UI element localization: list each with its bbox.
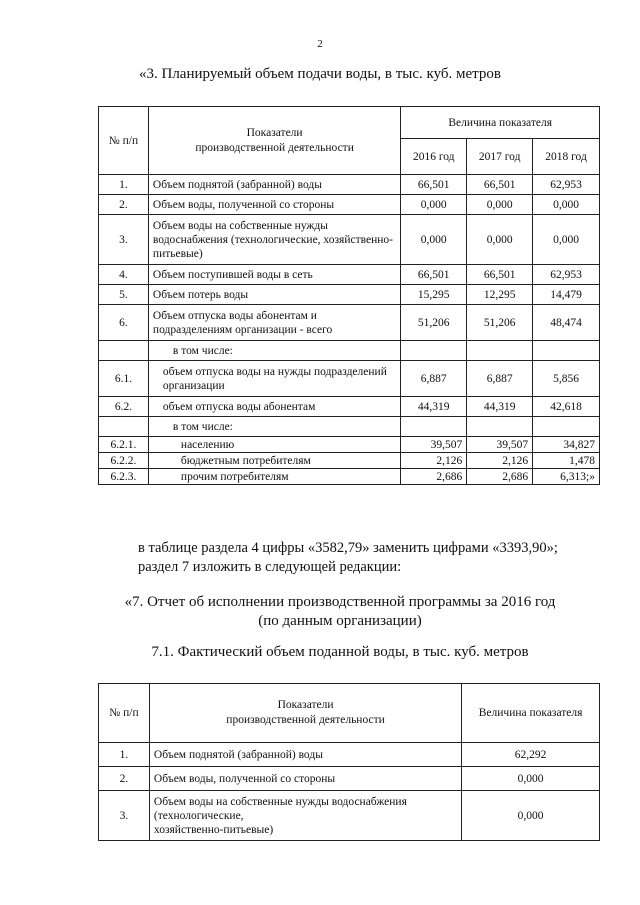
header-indicator: Показатели производственной деятельности <box>148 107 400 175</box>
planned-water-table <box>98 106 600 485</box>
header-year: 2016 год <box>401 139 467 175</box>
row-value: 0,000 <box>401 215 467 265</box>
table-row <box>99 397 600 417</box>
row-value: 51,206 <box>467 305 533 341</box>
row-indicator: объем отпуска воды абонентам <box>148 397 400 417</box>
table-row <box>99 195 600 215</box>
row-value: 1,478 <box>533 453 600 469</box>
row-value: 5,856 <box>533 361 600 397</box>
row-value: 62,953 <box>533 175 600 195</box>
section-7-1-title: 7.1. Фактический объем поданной воды, в тыс. куб. метров <box>151 644 529 660</box>
row-value: 34,827 <box>533 437 600 453</box>
header-year: 2018 год <box>533 139 600 175</box>
table-row <box>99 215 600 265</box>
paragraph-section7-intro: раздел 7 изложить в следующей редакции: <box>138 559 402 575</box>
row-number: 6. <box>99 305 149 341</box>
paragraph-table4-amendment: в таблице раздела 4 цифры «3582,79» заменить цифрами «3393,90»; <box>138 540 558 556</box>
table-row <box>99 791 600 841</box>
row-value <box>401 417 467 437</box>
table-row <box>99 305 600 341</box>
row-value <box>467 417 533 437</box>
row-value: 39,507 <box>401 437 467 453</box>
row-value: 42,618 <box>533 397 600 417</box>
table-row <box>99 285 600 305</box>
row-value: 2,126 <box>467 453 533 469</box>
table-row <box>99 341 600 361</box>
row-number: 1. <box>99 743 150 767</box>
header-value: Величина показателя <box>462 684 600 743</box>
row-indicator: Объем воды на собственные нужды водоснабжения (технологические, хозяйственно-питьевые) <box>148 215 400 265</box>
row-indicator: Объем воды, полученной со стороны <box>149 767 461 791</box>
row-value: 6,313;» <box>533 469 600 485</box>
row-value: 48,474 <box>533 305 600 341</box>
row-indicator: населению <box>148 437 400 453</box>
header-value: Величина показателя <box>401 107 600 139</box>
row-value: 0,000 <box>401 195 467 215</box>
row-number: 6.2.1. <box>99 437 149 453</box>
section-7-subtitle: (по данным организации) <box>258 613 422 629</box>
row-indicator: Объем воды на собственные нужды водоснабжения (технологические, хозяйственно-питьевые) <box>149 791 461 841</box>
row-value: 6,887 <box>401 361 467 397</box>
row-value: 66,501 <box>401 265 467 285</box>
row-indicator: объем отпуска воды на нужды подразделений организации <box>148 361 400 397</box>
row-value <box>467 341 533 361</box>
row-value: 15,295 <box>401 285 467 305</box>
row-value: 0,000 <box>467 195 533 215</box>
row-number: 6.2. <box>99 397 149 417</box>
row-value: 62,292 <box>462 743 600 767</box>
header-no: № п/п <box>99 684 150 743</box>
actual-water-table <box>98 683 600 841</box>
row-value <box>533 417 600 437</box>
table-row <box>99 175 600 195</box>
row-value: 2,686 <box>467 469 533 485</box>
row-number: 4. <box>99 265 149 285</box>
table-row <box>99 361 600 397</box>
row-value: 0,000 <box>462 767 600 791</box>
row-number: 6.2.3. <box>99 469 149 485</box>
row-value: 51,206 <box>401 305 467 341</box>
row-value: 2,126 <box>401 453 467 469</box>
row-value: 2,686 <box>401 469 467 485</box>
row-value: 66,501 <box>467 265 533 285</box>
row-value: 44,319 <box>401 397 467 417</box>
row-indicator: Объем поднятой (забранной) воды <box>149 743 461 767</box>
row-value: 66,501 <box>401 175 467 195</box>
row-number: 6.1. <box>99 361 149 397</box>
row-indicator: прочим потребителям <box>148 469 400 485</box>
row-indicator: в том числе: <box>148 341 400 361</box>
table-row <box>99 437 600 453</box>
header-no: № п/п <box>99 107 149 175</box>
row-value: 6,887 <box>467 361 533 397</box>
row-indicator: Объем отпуска воды абонентам и подразделениям организации - всего <box>148 305 400 341</box>
row-number: 3. <box>99 791 150 841</box>
row-number <box>99 341 149 361</box>
header-year: 2017 год <box>467 139 533 175</box>
table-row <box>99 265 600 285</box>
row-indicator: Объем поступившей воды в сеть <box>148 265 400 285</box>
row-value: 0,000 <box>462 791 600 841</box>
row-indicator: Объем поднятой (забранной) воды <box>148 175 400 195</box>
row-value: 66,501 <box>467 175 533 195</box>
row-indicator: Объем воды, полученной со стороны <box>148 195 400 215</box>
row-value: 14,479 <box>533 285 600 305</box>
row-indicator: Объем потерь воды <box>148 285 400 305</box>
section-7-title: «7. Отчет об исполнении производственной программы за 2016 год <box>124 594 556 610</box>
row-number: 5. <box>99 285 149 305</box>
row-value: 0,000 <box>467 215 533 265</box>
row-number: 2. <box>99 767 150 791</box>
row-number: 1. <box>99 175 149 195</box>
row-value: 12,295 <box>467 285 533 305</box>
row-value: 0,000 <box>533 215 600 265</box>
row-number: 2. <box>99 195 149 215</box>
row-indicator: в том числе: <box>148 417 400 437</box>
table-row <box>99 743 600 767</box>
row-value <box>401 341 467 361</box>
row-value <box>533 341 600 361</box>
table-row <box>99 453 600 469</box>
table-row <box>99 767 600 791</box>
row-indicator: бюджетным потребителям <box>148 453 400 469</box>
row-value: 0,000 <box>533 195 600 215</box>
page-number: 2 <box>317 38 323 50</box>
section-3-title: «3. Планируемый объем подачи воды, в тыс. куб. метров <box>138 66 502 82</box>
table-row <box>99 417 600 437</box>
row-value: 62,953 <box>533 265 600 285</box>
table-row <box>99 469 600 485</box>
row-number: 3. <box>99 215 149 265</box>
row-value: 39,507 <box>467 437 533 453</box>
header-indicator: Показатели производственной деятельности <box>149 684 461 743</box>
row-number: 6.2.2. <box>99 453 149 469</box>
row-value: 44,319 <box>467 397 533 417</box>
row-number <box>99 417 149 437</box>
